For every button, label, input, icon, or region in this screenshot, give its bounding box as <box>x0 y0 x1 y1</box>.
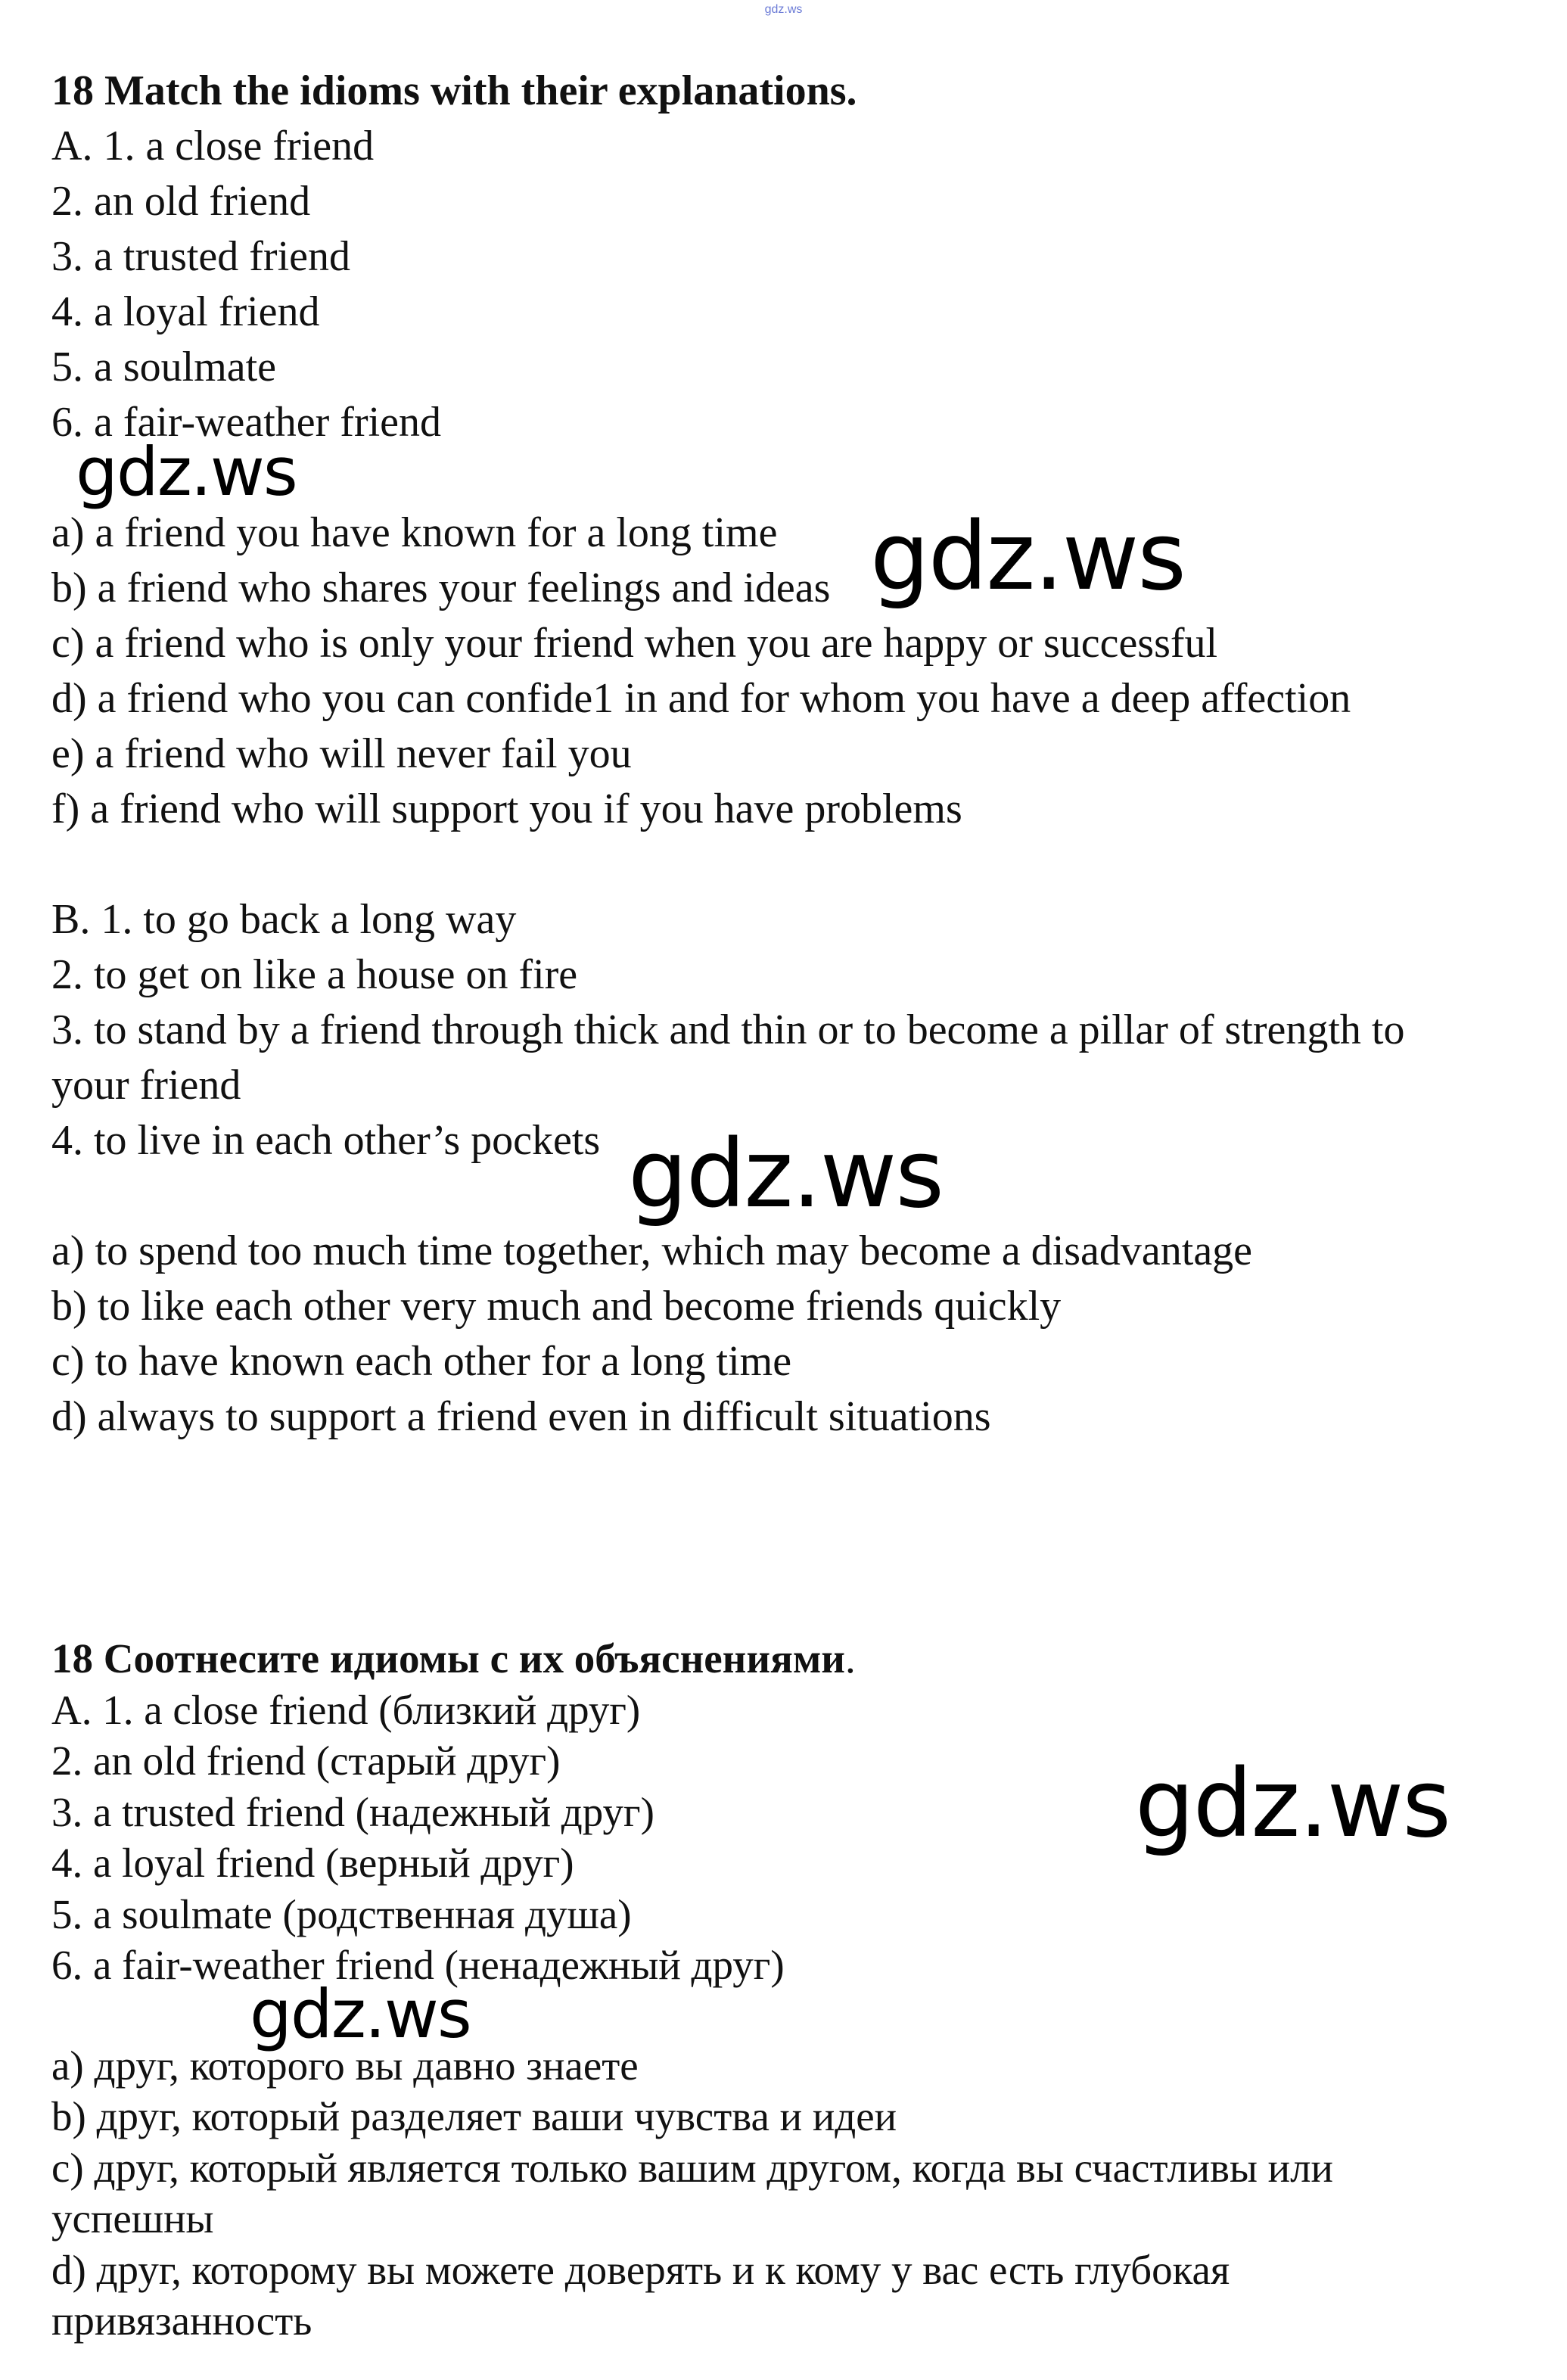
ru-idiom-2: 2. an old friend (старый друг) <box>51 1738 561 1784</box>
ru-explanation-d-continued: привязанность <box>51 2298 312 2344</box>
watermark: gdz.ws <box>1135 1750 1450 1859</box>
russian-title <box>51 1633 1512 1685</box>
ru-idiom-5: 5. a soulmate (родственная душа) <box>51 1890 632 1937</box>
watermark: gdz.ws <box>870 502 1185 611</box>
ru-explanation-a: a) друг, которого вы давно знаете <box>51 2042 639 2089</box>
ru-idiom-3: 3. a trusted friend (надежный друг) <box>51 1788 654 1835</box>
idiom-a5: 5. a soulmate <box>51 344 277 390</box>
watermark: gdz.ws <box>76 433 297 511</box>
explanation-a-f: f) a friend who will support you if you have problems <box>51 786 962 832</box>
explanation-a-c: c) a friend who is only your friend when you are happy or successful <box>51 620 1218 667</box>
watermark: gdz.ws <box>250 1975 471 2053</box>
idiom-b2: 2. to get on like a house on fire <box>51 951 578 998</box>
ru-explanation-d: d) друг, которому вы можете доверять и к кому у вас есть глубокая <box>51 2246 1230 2293</box>
ru-explanation-c: c) друг, который является только вашим другом, когда вы счастливы или <box>51 2144 1333 2191</box>
english-exercise <box>51 64 1512 1445</box>
idiom-a3: 3. a trusted friend <box>51 233 350 280</box>
explanation-a-e: e) a friend who will never fail you <box>51 730 632 777</box>
explanation-a-d: d) a friend who you can confide1 in and for whom you have a deep affection <box>51 675 1351 722</box>
russian-title-period: . <box>844 1635 856 1682</box>
idiom-a6: 6. a fair-weather friend <box>51 399 442 446</box>
explanation-a-a: a) a friend you have known for a long time <box>51 509 778 556</box>
ru-idiom-4: 4. a loyal friend (верный друг) <box>51 1840 574 1886</box>
russian-title-text: 18 Соотнесите идиомы с их объяснениями <box>51 1635 845 1682</box>
idiom-b3-continued: your friend <box>51 1062 241 1109</box>
explanation-b-b: b) to like each other very much and become friends quickly <box>51 1283 1062 1330</box>
idiom-b4: 4. to live in each other’s pockets <box>51 1117 601 1164</box>
idiom-a2: 2. an old friend <box>51 178 311 225</box>
explanation-b-a: a) to spend too much time together, which may become a disadvantage <box>51 1227 1253 1274</box>
explanation-b-c: c) to have known each other for a long time <box>51 1338 792 1385</box>
idiom-a1: A. 1. a close friend <box>51 123 375 170</box>
gap <box>51 837 1512 892</box>
top-watermark: gdz.ws <box>764 3 803 16</box>
exercise-title: 18 Match the idioms with their explanations. <box>51 67 857 114</box>
idiom-b1: B. 1. to go back a long way <box>51 896 517 943</box>
watermark: gdz.ws <box>628 1120 943 1229</box>
explanation-b-d: d) always to support a friend even in difficult situations <box>51 1393 991 1440</box>
explanation-a-b: b) a friend who shares your feelings and ideas <box>51 565 831 611</box>
ru-explanation-b: b) друг, который разделяет ваши чувства и идеи <box>51 2093 897 2139</box>
idiom-a4: 4. a loyal friend <box>51 288 320 335</box>
ru-explanation-c-continued: успешны <box>51 2195 214 2242</box>
ru-idiom-1: A. 1. a close friend (близкий друг) <box>51 1686 641 1733</box>
idiom-b3: 3. to stand by a friend through thick and thin or to become a pillar of strength to <box>51 1006 1405 1053</box>
ru-idiom-6: 6. a fair-weather friend (ненадежный друг) <box>51 1942 785 1988</box>
